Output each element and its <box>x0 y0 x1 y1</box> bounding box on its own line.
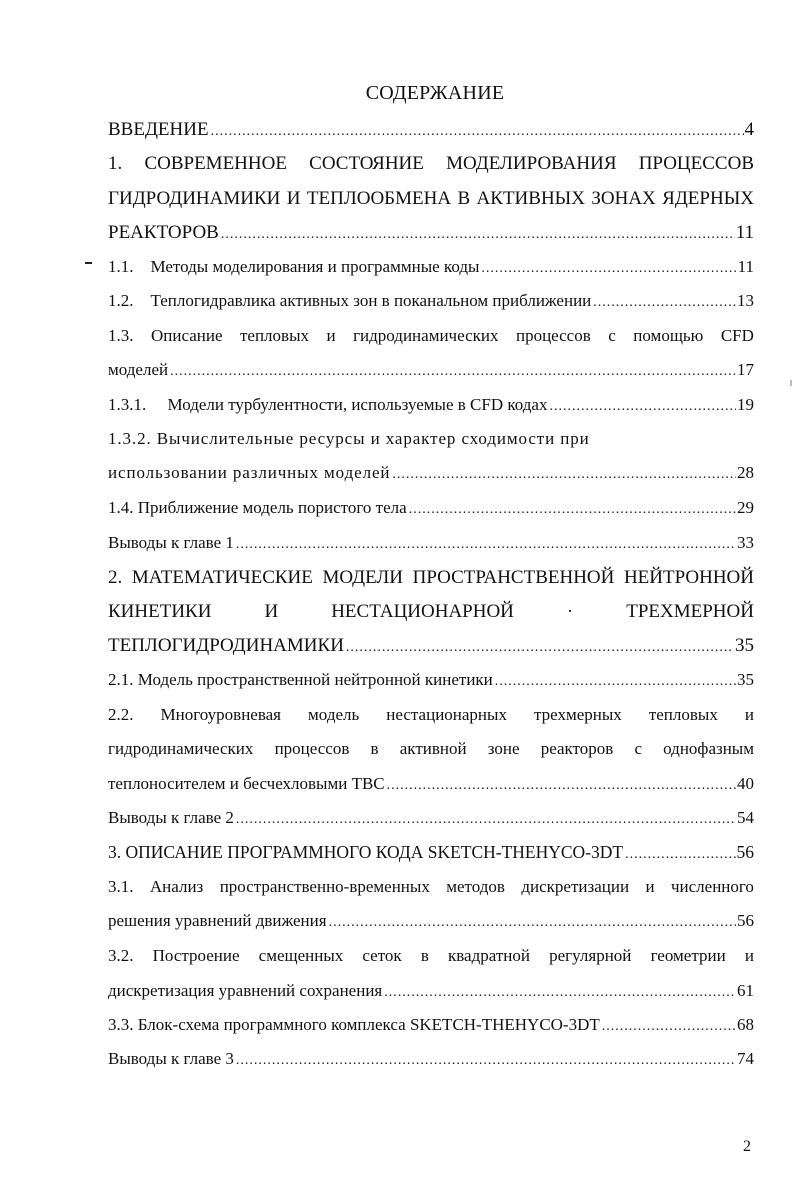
toc-word: методов <box>446 877 505 896</box>
toc-entry-label: 3.3. Блок-схема программного комплекса SKETCH-THEHYCO-3DT <box>108 1015 600 1034</box>
toc-page-number: 56 <box>736 842 754 862</box>
dot-leader <box>346 636 734 655</box>
dot-leader <box>170 361 736 379</box>
toc-page-number: 68 <box>737 1015 754 1034</box>
toc-entry-2-2-line-1[interactable] <box>108 706 754 723</box>
toc-word: МАТЕМАТИЧЕСКИЕ <box>131 567 313 588</box>
toc-word: квадратной <box>448 946 530 965</box>
toc-word: пространственно-временных <box>219 877 430 896</box>
toc-label-part: 1.1. <box>108 257 134 276</box>
toc-entry-chapter-1-line-1[interactable] <box>108 154 754 173</box>
toc-entry-label <box>108 258 479 275</box>
toc-entry-3-2-line-1[interactable] <box>108 947 754 964</box>
toc-word: В <box>457 188 471 209</box>
scan-speck <box>790 380 792 386</box>
toc-page-number: 54 <box>737 808 754 827</box>
toc-page-number: 35 <box>735 635 754 656</box>
toc-entry-label: 3. ОПИСАНИЕ ПРОГРАММНОГО КОДА SKETCH-THEHYCO-3DT <box>108 842 624 862</box>
toc-page-number: 33 <box>737 533 754 552</box>
toc-entry-1-3-line-1[interactable] <box>108 327 754 344</box>
toc-page-number: 74 <box>737 1049 754 1068</box>
dot-leader <box>211 120 744 139</box>
toc-word: процессов <box>515 326 591 345</box>
toc-label-part: Методы моделирования и программные коды <box>150 257 480 276</box>
toc-word: регулярной <box>549 946 632 965</box>
toc-entry-2-1[interactable] <box>108 671 754 689</box>
toc-entry-3-1-line-2[interactable] <box>108 912 754 930</box>
dot-leader <box>236 809 736 827</box>
toc-word: в <box>370 739 379 758</box>
toc-word: Многоуровневая <box>160 705 281 724</box>
toc-word: CFD <box>720 326 754 345</box>
toc-word: трехмерных <box>534 705 622 724</box>
toc-entry-label: Выводы к главе 2 <box>108 808 234 827</box>
toc-word: НЕЙТРОННОЙ <box>623 567 754 588</box>
toc-label-part: Модели турбулентности, используемые в CFD кодах <box>167 395 548 414</box>
dot-leader <box>495 671 736 689</box>
toc-entry-1-3-line-2[interactable] <box>108 361 754 379</box>
toc-word: Анализ <box>149 877 204 896</box>
toc-word: 1. <box>108 153 123 174</box>
dot-leader <box>593 292 736 310</box>
toc-entry-conclusions-3[interactable] <box>108 1050 754 1068</box>
dot-leader <box>392 464 736 482</box>
toc-word: 1.3. <box>108 326 134 345</box>
toc-entry-label: моделей <box>108 360 169 379</box>
toc-word: модель <box>308 705 360 724</box>
toc-entry-label: Выводы к главе 3 <box>108 1049 234 1068</box>
toc-word: гидродинамических <box>353 326 499 345</box>
toc-word: численного <box>670 877 754 896</box>
toc-entry-chapter-3[interactable] <box>108 844 754 862</box>
toc-label-part: Теплогидравлика активных зон в поканальном приближении <box>150 291 592 310</box>
toc-word: ПРОЦЕССОВ <box>638 153 754 174</box>
toc-word: смещенных <box>258 946 344 965</box>
toc-word: СОВРЕМЕННОЕ <box>144 153 287 174</box>
toc-entry-2-2-line-2[interactable] <box>108 740 754 757</box>
toc-word: И <box>264 601 279 622</box>
toc-entry-label: 1.3.2. Вычислительные ресурсы и характер сходимости при <box>108 429 590 448</box>
toc-entry-3-2-line-2[interactable] <box>108 982 754 1000</box>
toc-entry-label: использовании различных моделей <box>108 463 391 482</box>
toc-word: ГИДРОДИНАМИКИ <box>108 188 281 209</box>
toc-word: процессов <box>274 739 350 758</box>
dot-leader <box>387 775 736 793</box>
toc-entry-3-3[interactable] <box>108 1016 754 1034</box>
toc-page-number: 4 <box>744 119 754 140</box>
dot-leader <box>236 1050 736 1068</box>
toc-entry-1-2[interactable] <box>108 292 754 310</box>
toc-entry-conclusions-2[interactable] <box>108 809 754 827</box>
toc-entry-label: Выводы к главе 1 <box>108 533 234 552</box>
scan-mark <box>85 262 92 264</box>
page-title: СОДЕРЖАНИЕ <box>365 82 505 104</box>
toc-entry-label: ТЕПЛОГИДРОДИНАМИКИ <box>108 635 344 656</box>
toc-word: 2.2. <box>108 705 134 724</box>
toc-page-number: 61 <box>737 981 754 1000</box>
toc-word: 2. <box>108 567 123 588</box>
toc-word: ПРОСТРАНСТВЕННОЙ <box>412 567 615 588</box>
toc-label-part: 1.3.1. <box>108 395 147 414</box>
toc-page-number: 29 <box>737 498 754 517</box>
toc-word: КИНЕТИКИ <box>108 601 212 622</box>
toc-entry-label: ВВЕДЕНИЕ <box>108 119 209 140</box>
toc-label-part: 1.2. <box>108 291 134 310</box>
toc-word: помощью <box>633 326 704 345</box>
dot-leader <box>625 844 735 862</box>
dot-leader <box>602 1016 736 1034</box>
toc-word: однофазным <box>663 739 754 758</box>
toc-word: НЕСТАЦИОНАРНОЙ <box>331 601 514 622</box>
toc-word: тепловых <box>648 705 718 724</box>
toc-word: ЯДЕРНЫХ <box>662 188 754 209</box>
toc-word: гидродинамических <box>108 739 254 758</box>
dot-leader <box>481 258 736 276</box>
dot-leader <box>329 912 736 930</box>
dot-leader <box>236 534 736 552</box>
toc-word: реакторов <box>540 739 614 758</box>
toc-entry-chapter-1-line-2[interactable] <box>108 189 754 208</box>
dot-leader <box>221 223 735 242</box>
toc-entry-chapter-2-line-3[interactable] <box>108 636 754 655</box>
page-number: 2 <box>743 1138 751 1155</box>
toc-word: и <box>744 705 754 724</box>
toc-word: и <box>744 946 754 965</box>
toc-word: с <box>608 326 616 345</box>
toc-page-number: 19 <box>737 395 754 414</box>
toc-entry-label: теплоносителем и бесчехловыми ТВС <box>108 774 385 793</box>
toc-entry-1-4[interactable] <box>108 499 754 517</box>
toc-word: И <box>286 188 301 209</box>
toc-word: ТЕПЛООБМЕНА <box>306 188 452 209</box>
toc-entry-label <box>108 292 591 309</box>
toc-entry-1-3-1[interactable] <box>108 396 754 414</box>
toc-word: с <box>634 739 642 758</box>
toc-word: ТРЕХМЕРНОЙ <box>626 601 754 622</box>
toc-entry-chapter-1-line-3[interactable] <box>108 223 754 242</box>
toc-word: СОСТОЯНИЕ <box>309 153 424 174</box>
toc-word: зоне <box>487 739 520 758</box>
toc-entry-2-2-line-3[interactable] <box>108 775 754 793</box>
toc-word: геометрии <box>650 946 726 965</box>
toc-word: сеток <box>362 946 402 965</box>
toc-page-number: 11 <box>735 222 754 243</box>
toc-entry-label: 2.1. Модель пространственной нейтронной кинетики <box>108 670 493 689</box>
toc-word: 3.2. <box>108 946 134 965</box>
toc-entry-chapter-2-line-2[interactable] <box>108 602 754 621</box>
toc-entry-label: дискретизация уравнений сохранения <box>108 981 383 1000</box>
toc-page-number: 56 <box>737 911 754 930</box>
toc-page-number: 40 <box>737 774 754 793</box>
toc-entry-conclusions-1[interactable] <box>108 534 754 552</box>
toc-page-number: 17 <box>737 360 754 379</box>
toc-entry-label <box>108 396 547 413</box>
toc-entry-1-1[interactable] <box>108 258 754 276</box>
dot-leader <box>409 499 736 517</box>
toc-word: дискретизации <box>521 877 630 896</box>
toc-word: нестационарных <box>386 705 507 724</box>
toc-word: ЗОНАХ <box>591 188 656 209</box>
toc-word: 3.1. <box>108 877 134 896</box>
dot-leader <box>549 396 736 414</box>
dot-leader <box>384 982 736 1000</box>
toc-word: Описание <box>150 326 223 345</box>
toc-entry-chapter-2-line-1[interactable] <box>108 568 754 587</box>
toc-word: Построение <box>152 946 240 965</box>
toc-word: активной <box>399 739 467 758</box>
toc-page-number: 28 <box>737 463 754 482</box>
toc-word: и <box>645 877 655 896</box>
toc-word: МОДЕЛИ <box>322 567 404 588</box>
toc-entry-3-1-line-1[interactable] <box>108 878 754 895</box>
toc-entry-label: РЕАКТОРОВ <box>108 222 219 243</box>
toc-page-number: 11 <box>737 257 754 276</box>
toc-page-number: 35 <box>737 670 754 689</box>
toc-word: в <box>420 946 429 965</box>
toc-entry-label: 1.4. Приближение модель пористого тела <box>108 498 407 517</box>
toc-entry-label: решения уравнений движения <box>108 911 327 930</box>
toc-word: и <box>326 326 336 345</box>
toc-word: тепловых <box>239 326 309 345</box>
toc-page-number: 13 <box>737 291 754 310</box>
toc-word: АКТИВНЫХ <box>476 188 585 209</box>
toc-entry-introduction[interactable] <box>108 120 754 139</box>
toc-word: МОДЕЛИРОВАНИЯ <box>446 153 617 174</box>
toc-word: · <box>566 601 574 622</box>
toc-entry-1-3-2-line-2[interactable] <box>108 464 754 482</box>
toc-entry-1-3-2-line-1[interactable] <box>108 430 754 447</box>
